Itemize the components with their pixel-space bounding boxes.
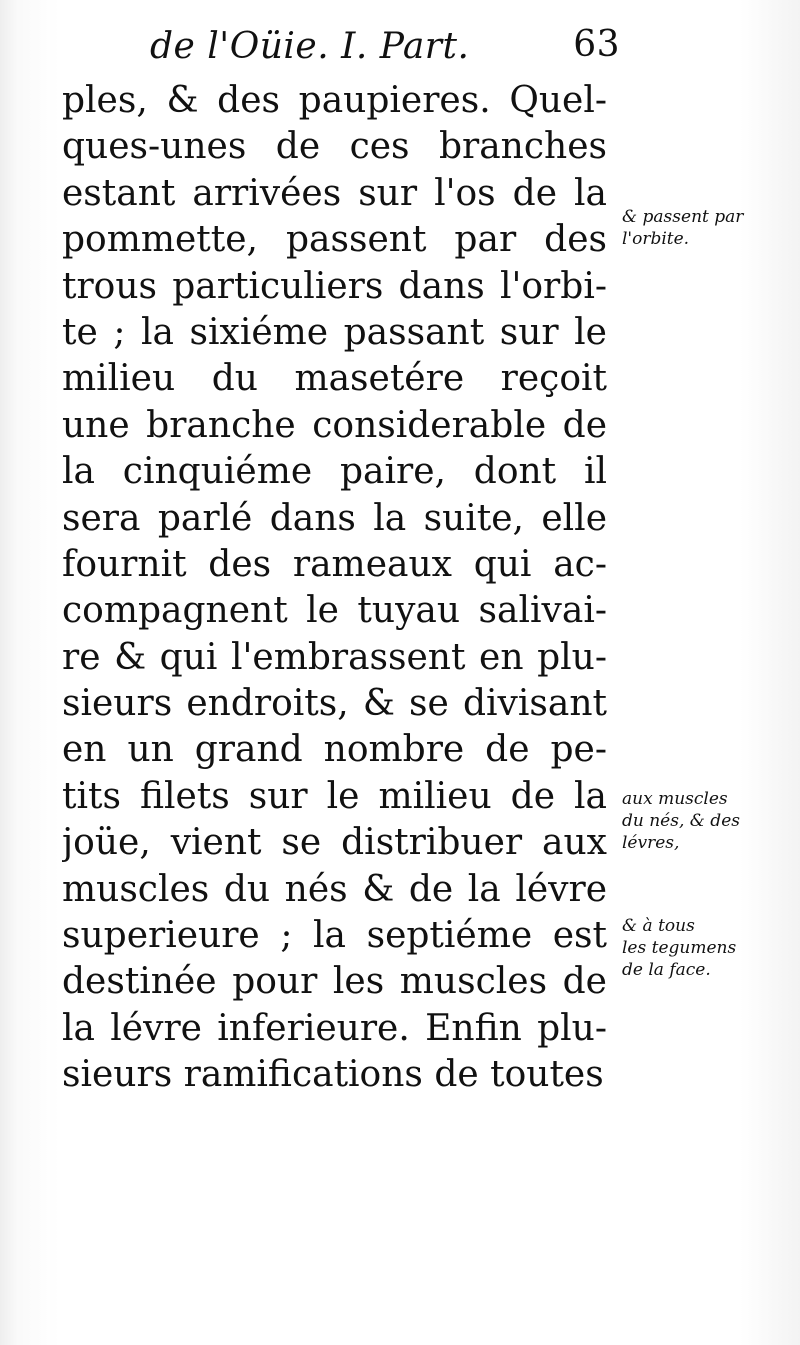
- margin-note-line: l'orbite.: [622, 229, 690, 249]
- margin-note-muscles: [622, 788, 740, 854]
- text-line: sieurs ramifications de toutes: [62, 1054, 604, 1096]
- text-line: la lévre inferieure. Enfin plu-: [62, 1007, 607, 1049]
- margin-note-line: aux muscles: [622, 789, 728, 809]
- text-line: te ; la sixiéme passant sur le: [62, 311, 607, 353]
- text-line: estant arrivées sur l'os de la: [62, 172, 607, 214]
- text-line: re & qui l'embrassent en plu-: [62, 636, 607, 678]
- text-line: muscles du nés & de la lévre: [62, 868, 607, 910]
- page-number: 63: [573, 24, 620, 65]
- text-line: compagnent le tuyau salivai-: [62, 590, 607, 632]
- margin-note-line: & à tous: [622, 916, 695, 936]
- margin-note-line: de la face.: [622, 960, 711, 980]
- running-header: [150, 18, 620, 78]
- text-line: en un grand nombre de pe-: [62, 729, 607, 771]
- text-line: trous particuliers dans l'orbi-: [62, 265, 607, 307]
- margin-note-line: lévres,: [622, 833, 680, 853]
- text-line: ples, & des paupieres. Quel-: [62, 80, 607, 121]
- text-line: milieu du masetére reçoit: [62, 358, 607, 400]
- margin-note-orbite: [622, 206, 743, 250]
- text-line: la cinquiéme paire, dont il: [62, 451, 607, 493]
- running-title: de l'Oüie. I. Part.: [150, 26, 470, 67]
- text-line: sera parlé dans la suite, elle: [62, 497, 607, 539]
- margin-note-line: & passent par: [622, 207, 744, 227]
- text-line: superieure ; la septiéme est: [62, 915, 607, 957]
- margin-note-line: les tegumens: [622, 938, 737, 958]
- text-line: ques-unes de ces branches: [62, 126, 607, 168]
- text-line: tits filets sur le milieu de la: [62, 775, 607, 817]
- text-line: pommette, passent par des: [62, 219, 607, 261]
- text-line: fournit des rameaux qui ac-: [62, 543, 607, 585]
- text-line: sieurs endroits, & se divisant: [62, 683, 607, 725]
- bleed-through-ink: [640, 160, 790, 340]
- text-line: destinée pour les muscles de: [62, 961, 607, 1003]
- body-text: [62, 78, 607, 1099]
- margin-note-line: du nés, & des: [622, 811, 740, 831]
- margin-note-tegumens: [622, 915, 736, 981]
- text-line: joüe, vient se distribuer aux: [62, 822, 607, 864]
- text-line: une branche considerable de: [62, 404, 607, 446]
